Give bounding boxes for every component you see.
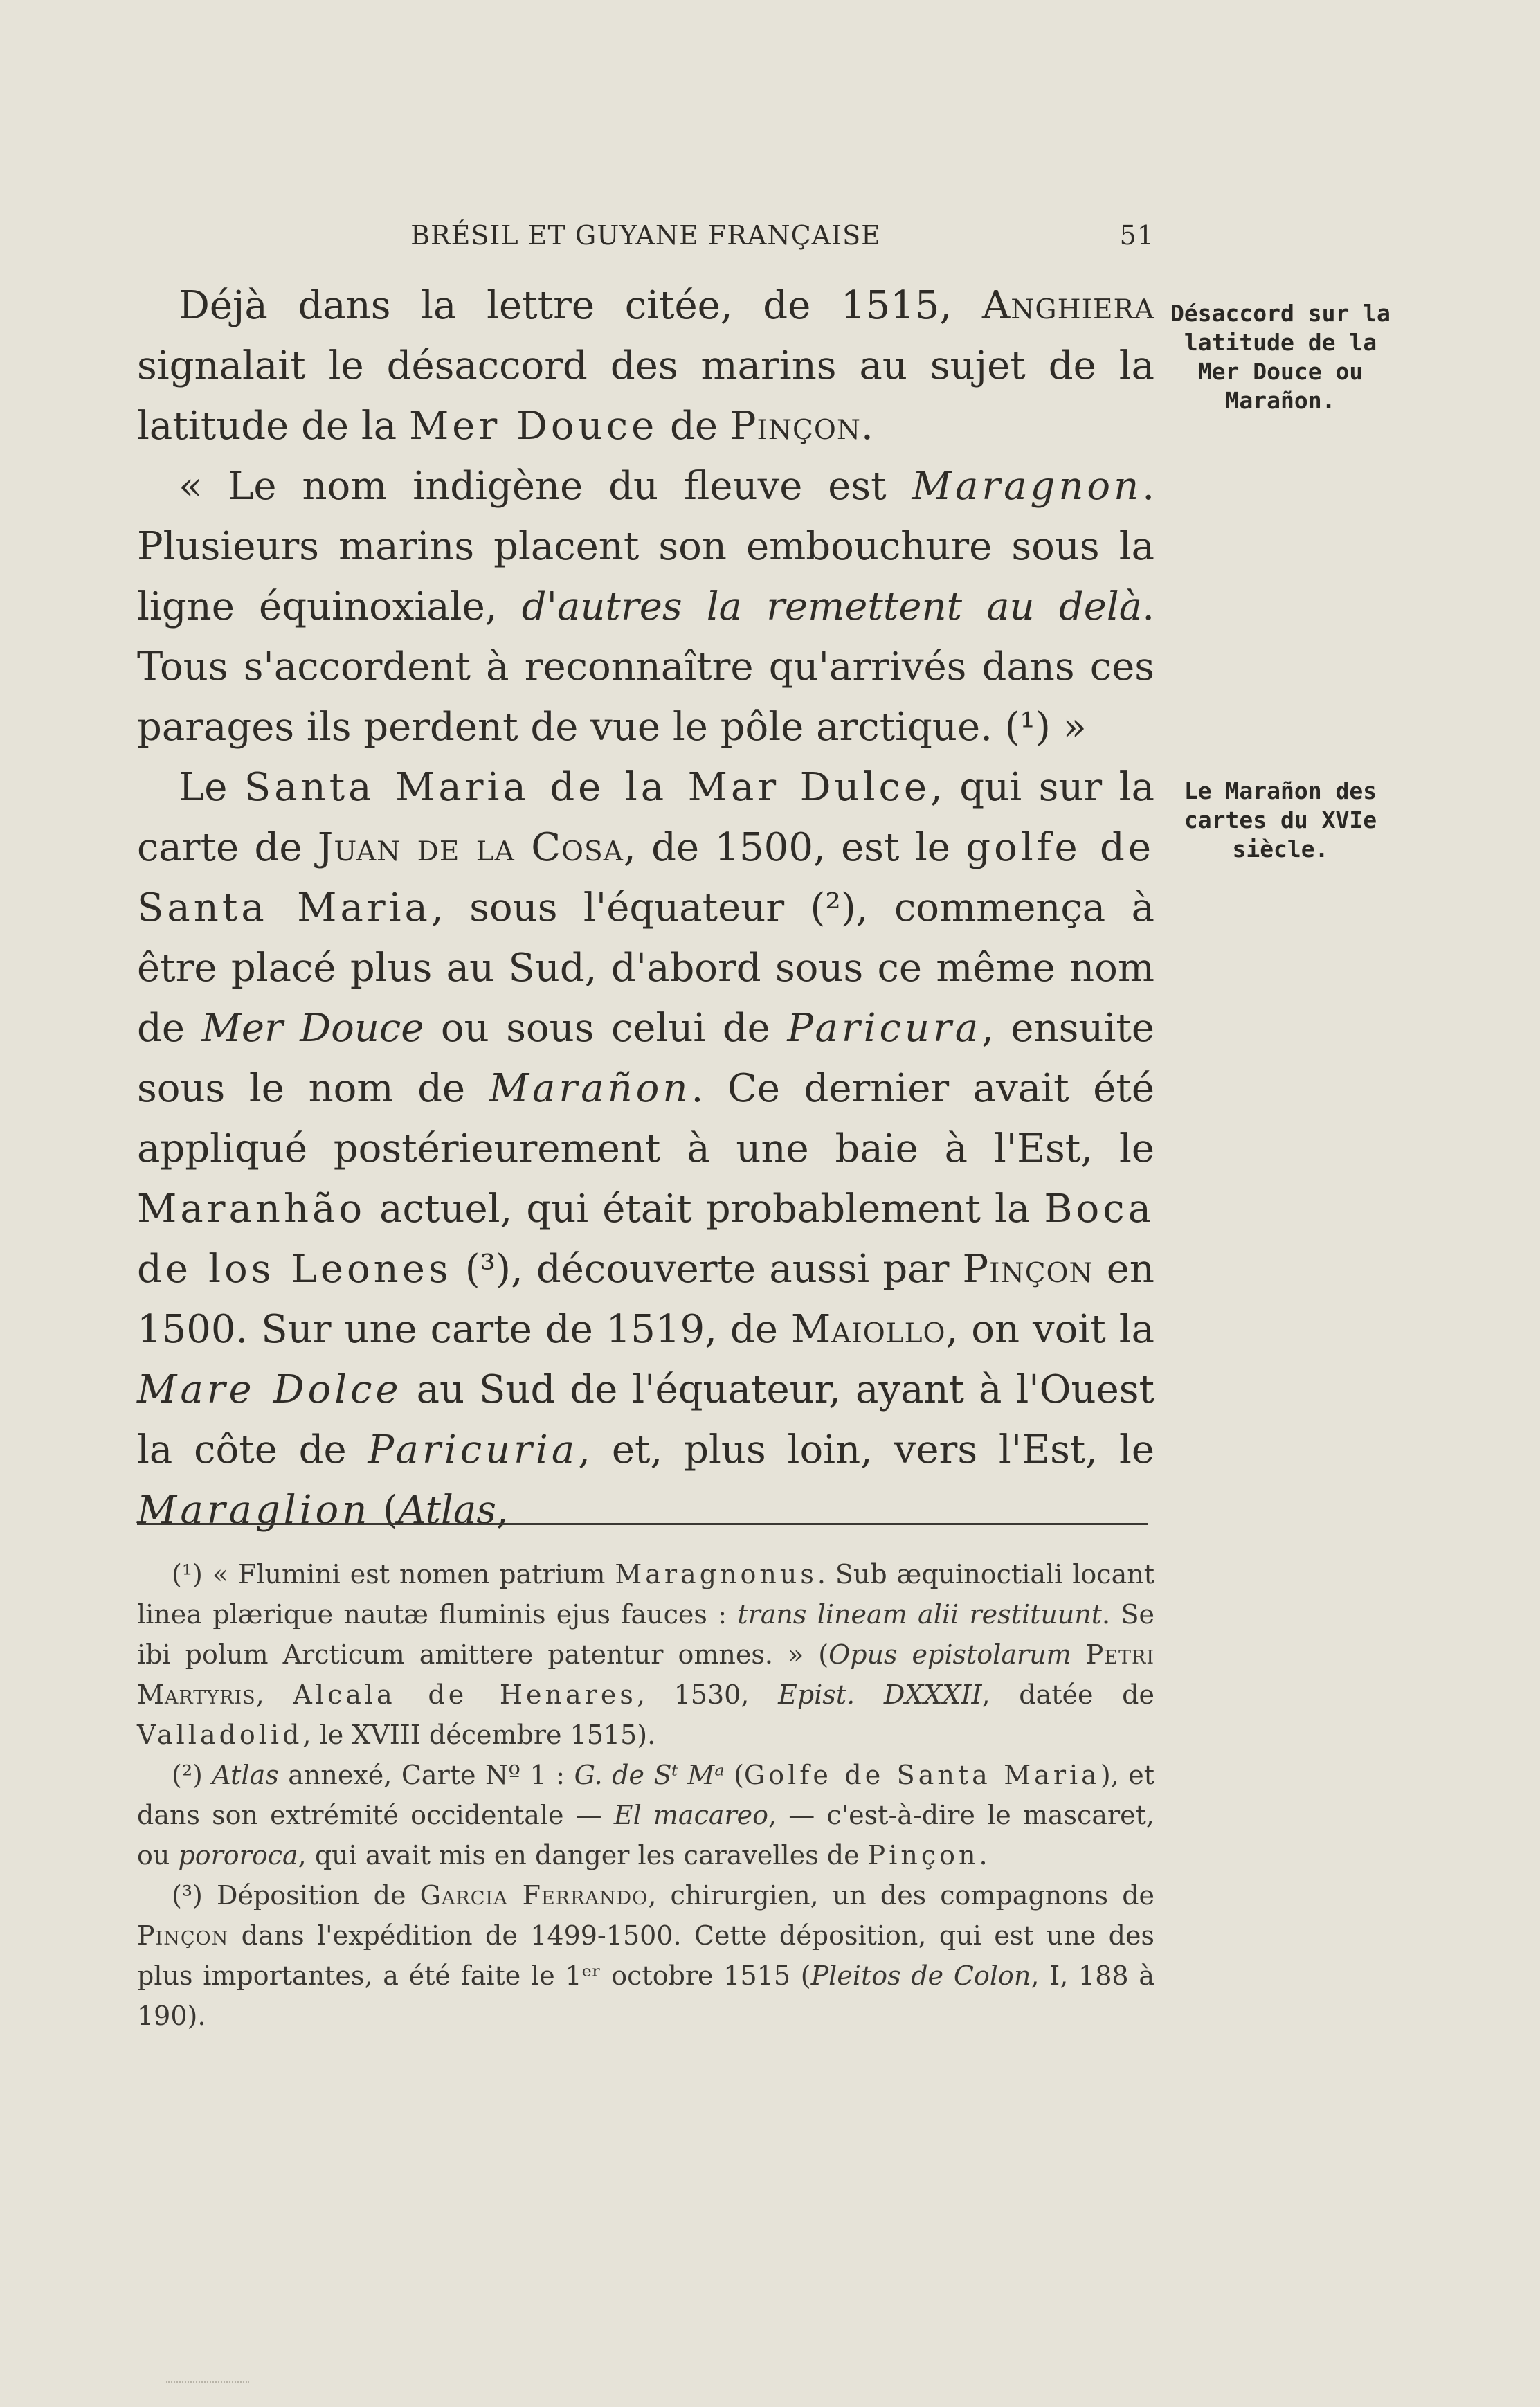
text-run: . Ce dernier avait été appliqué postérieurement à une baie à l'Est, le bbox=[137, 1066, 1154, 1171]
text-run: . bbox=[860, 404, 873, 449]
text-run: , on voit la bbox=[945, 1307, 1154, 1352]
author-name: Petri Martyris bbox=[137, 1639, 1154, 1710]
place-name: Golfe de Santa Maria bbox=[743, 1760, 1100, 1790]
text-run: , et, plus loin, vers l'Est, le bbox=[578, 1427, 1154, 1472]
map-label: El macareo bbox=[613, 1800, 769, 1830]
text-run: Déjà dans la lettre citée, de 1515, bbox=[179, 283, 982, 328]
atlas-ref: Atlas bbox=[212, 1760, 279, 1790]
atlas-ref: Atlas bbox=[398, 1488, 496, 1533]
text-run: (¹) « Flumini est nomen patrium bbox=[172, 1559, 615, 1589]
author-name: Pinçon bbox=[867, 1840, 979, 1870]
author-name: Pinçon bbox=[137, 1920, 229, 1951]
place-name: Maragnon bbox=[912, 464, 1143, 509]
running-title: BRÉSIL ET GUYANE FRANÇAISE bbox=[410, 220, 881, 251]
work-title: Epist. DXXXII bbox=[778, 1679, 982, 1710]
author-name: Maiollo bbox=[790, 1307, 946, 1352]
place-name: Mare Dolce bbox=[137, 1367, 402, 1412]
text-run: , bbox=[255, 1679, 293, 1710]
footnotes bbox=[137, 1554, 1154, 2036]
text-run: , chirurgien, un des compagnons de bbox=[648, 1880, 1155, 1911]
text-run: ( bbox=[370, 1488, 398, 1533]
text-run: (²) bbox=[172, 1760, 212, 1790]
place-name: golfe de Santa Maria bbox=[137, 825, 1154, 930]
work-title: Opus epistolarum bbox=[828, 1639, 1071, 1670]
running-header bbox=[137, 220, 1154, 255]
text-run: dans l'expédition de 1499-1500. Cette déposition, qui est une des plus importantes, a été faite le 1ᵉʳ octobre 1515 ( bbox=[137, 1920, 1154, 1991]
author-name: Anghiera bbox=[981, 283, 1154, 328]
author-name: Garcia Ferrando bbox=[419, 1880, 649, 1911]
place-name: Maranhão bbox=[137, 1187, 366, 1232]
footnote-2 bbox=[137, 1755, 1154, 1875]
footnote-3 bbox=[137, 1875, 1154, 2036]
place-name: Santa Maria de la Mar Dulce bbox=[244, 765, 930, 810]
text-run: de bbox=[658, 404, 730, 449]
text-run: au Sud de l'équateur, ayant à l'Ouest la côte de bbox=[137, 1367, 1155, 1472]
text-run: actuel, qui était probablement la bbox=[365, 1187, 1044, 1232]
text-run: ), et dans son extrémité occidentale — bbox=[137, 1760, 1154, 1830]
place-name: Mer Douce bbox=[408, 404, 658, 449]
text-run: , de 1500, est le bbox=[623, 825, 966, 870]
text-run: , bbox=[496, 1488, 509, 1533]
text-run: , qui avait mis en danger les caravelles de bbox=[298, 1840, 868, 1870]
place-name: Valladolid bbox=[137, 1720, 303, 1750]
place-name: Boca de los Leones bbox=[137, 1187, 1154, 1292]
paragraph-1 bbox=[137, 276, 1154, 456]
map-label: G. de Sᵗ Mᵃ bbox=[574, 1760, 725, 1790]
text-run: , I, 188 à 190). bbox=[137, 1960, 1154, 2031]
author-name: Pinçon bbox=[962, 1247, 1094, 1292]
main-text bbox=[137, 276, 1154, 1540]
text-run: . Tous s'accordent à reconnaître qu'arrivés dans ces parages ils perdent de vue le pôle arctique. (¹) » bbox=[137, 584, 1154, 750]
page-smudge bbox=[166, 2381, 249, 2383]
text-run: , qui sur la carte de bbox=[137, 765, 1154, 870]
text-run: annexé, Carte Nº 1 : bbox=[278, 1760, 574, 1790]
place-name: Mer Douce bbox=[201, 1006, 424, 1051]
page-number: 51 bbox=[1119, 220, 1154, 251]
text-run: ou sous celui de bbox=[424, 1006, 788, 1051]
place-name: Alcala de Henares bbox=[293, 1679, 637, 1710]
paragraph-2 bbox=[137, 456, 1154, 757]
place-name: Paricura bbox=[787, 1006, 982, 1051]
work-title: Pleitos de Colon bbox=[810, 1960, 1031, 1991]
text-run: . Plusieurs marins placent son embouchure sous la ligne équinoxiale, bbox=[137, 464, 1154, 629]
paragraph-3 bbox=[137, 757, 1154, 1540]
text-run: , ensuite sous le nom de bbox=[137, 1006, 1155, 1111]
text-run: , datée de bbox=[981, 1679, 1154, 1710]
text-run: , sous l'équateur (²), commença à être placé plus au Sud, d'abord sous ce même nom de bbox=[137, 885, 1155, 1051]
text-run: , 1530, bbox=[636, 1679, 779, 1710]
author-name: Pinçon bbox=[730, 404, 861, 449]
place-name: Maraglion bbox=[137, 1488, 371, 1533]
place-name: Marañon bbox=[489, 1066, 691, 1111]
footnote-divider bbox=[137, 1523, 1148, 1525]
text-run: , le XVIII décembre 1515). bbox=[302, 1720, 656, 1750]
text-run: Le bbox=[179, 765, 244, 810]
footnote-1 bbox=[137, 1554, 1154, 1755]
text-run: . Sub æquinoctiali locant linea plærique nautæ fluminis ejus fauces : bbox=[137, 1559, 1154, 1630]
text-run: ( bbox=[724, 1760, 744, 1790]
emphasis: d'autres la remettent au delà bbox=[521, 584, 1143, 629]
text-run: signalait le désaccord des marins au sujet de la latitude de la bbox=[137, 343, 1154, 449]
text-run: , — c'est-à-dire le mascaret, ou bbox=[137, 1800, 1154, 1870]
text-run bbox=[1071, 1639, 1086, 1670]
text-run: « Le nom indigène du fleuve est bbox=[179, 464, 912, 509]
text-run: (³) Déposition de bbox=[172, 1880, 420, 1911]
text-run: . Se ibi polum Arcticum amittere patentur omnes. » ( bbox=[137, 1599, 1154, 1670]
text-run: . bbox=[979, 1840, 988, 1870]
place-name: Maragnonus bbox=[615, 1559, 817, 1589]
margin-note-1: Désaccord sur la latitude de la Mer Douce ou Marañon. bbox=[1170, 300, 1390, 414]
emphasis: pororoca bbox=[178, 1840, 298, 1870]
text-run: en 1500. Sur une carte de 1519, de bbox=[137, 1247, 1154, 1352]
author-name: Juan de la Cosa bbox=[317, 825, 624, 870]
text-run: (³), découverte aussi par bbox=[451, 1247, 963, 1292]
place-name: Paricuria bbox=[368, 1427, 579, 1472]
emphasis: trans lineam alii restituunt bbox=[737, 1599, 1103, 1630]
margin-note-2: Le Marañon des cartes du XVIe siècle. bbox=[1184, 777, 1377, 863]
